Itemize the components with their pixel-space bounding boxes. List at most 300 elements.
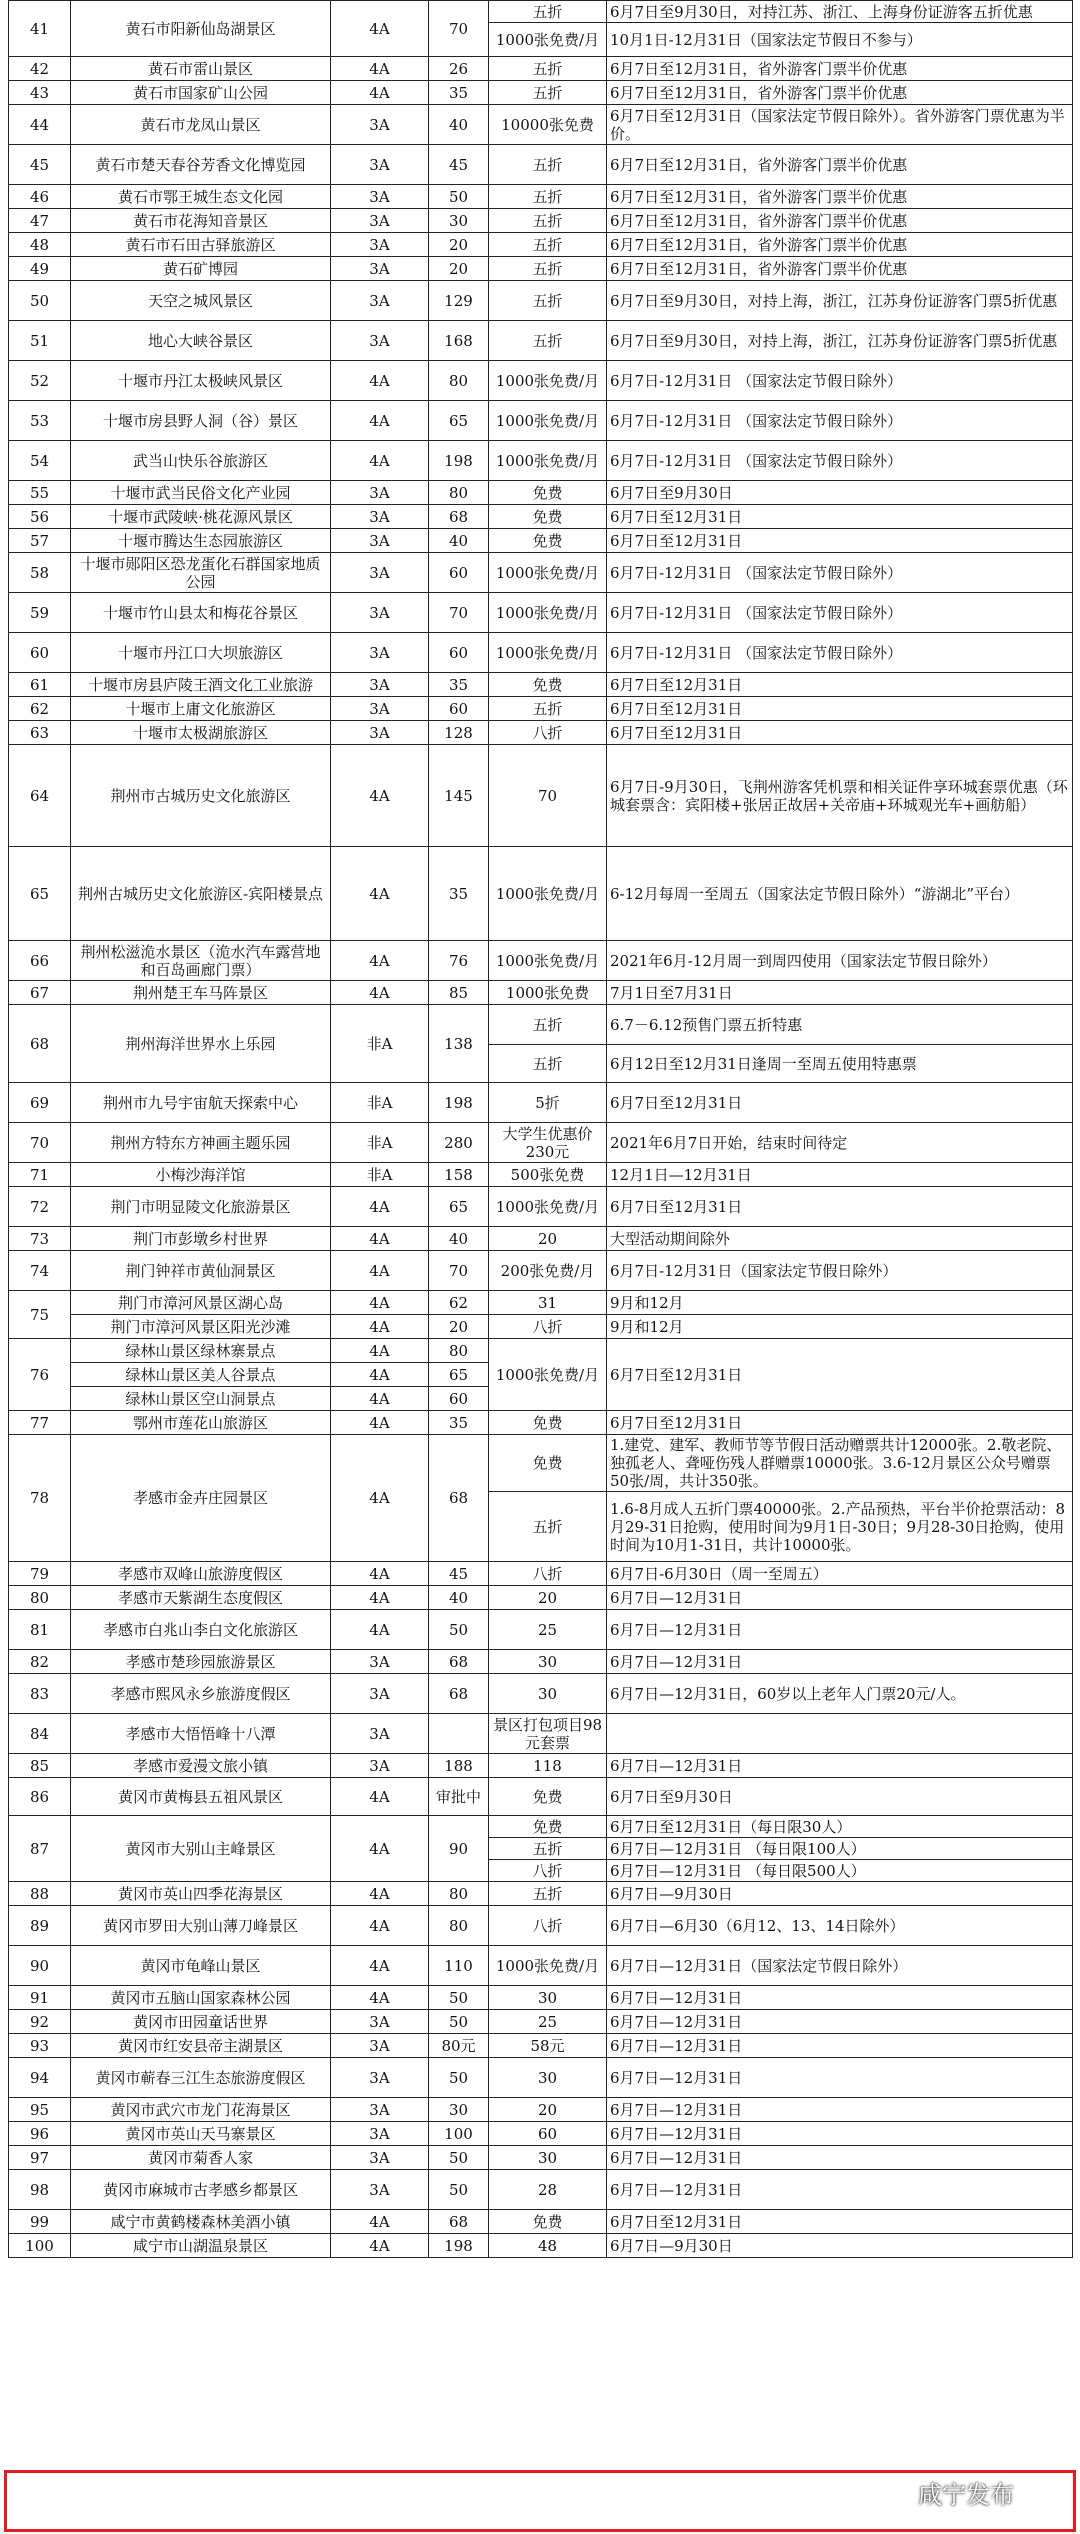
- ticket-price: 65: [429, 1187, 489, 1227]
- scenic-level: 3A: [331, 1674, 429, 1714]
- discount-period: 6月7日至12月31日，省外游客门票半价优惠: [607, 257, 1073, 281]
- scenic-name: 绿林山景区美人谷景点: [71, 1363, 331, 1387]
- discount-period: 6月7日至9月30日: [607, 481, 1073, 505]
- table-row: [9, 2010, 1073, 2034]
- discount-period: 6月7日至9月30日，对持上海，浙江，江苏身份证游客门票5折优惠: [607, 321, 1073, 361]
- scenic-level: 4A: [331, 441, 429, 481]
- ticket-price: 85: [429, 981, 489, 1005]
- wechat-bubble-icon: [880, 2477, 910, 2507]
- discount-period: 12月1日—12月31日: [607, 1163, 1073, 1187]
- table-row: [9, 401, 1073, 441]
- row-number: 58: [9, 553, 71, 593]
- discount-period: 6月7日—12月31日: [607, 2034, 1073, 2058]
- ticket-price: 68: [429, 1674, 489, 1714]
- discount: 免费: [489, 505, 607, 529]
- table-row: [9, 697, 1073, 721]
- row-number: 74: [9, 1251, 71, 1291]
- table-row: [9, 2210, 1073, 2234]
- scenic-name: 黄冈市田园童话世界: [71, 2010, 331, 2034]
- discount-period: 6月7日至12月31日，省外游客门票半价优惠: [607, 209, 1073, 233]
- discount: 八折: [489, 1562, 607, 1586]
- ticket-price: 68: [429, 1435, 489, 1562]
- scenic-level: 4A: [331, 941, 429, 981]
- table-row: [9, 745, 1073, 847]
- row-number: 48: [9, 233, 71, 257]
- ticket-price: 80元: [429, 2034, 489, 2058]
- scenic-level: 4A: [331, 1586, 429, 1610]
- row-number: 51: [9, 321, 71, 361]
- discount: 五折: [489, 57, 607, 81]
- row-number: 69: [9, 1083, 71, 1123]
- ticket-price: 20: [429, 257, 489, 281]
- table-row: [9, 1411, 1073, 1435]
- scenic-name: 孝感市熙风永乡旅游度假区: [71, 1674, 331, 1714]
- ticket-price: 30: [429, 209, 489, 233]
- row-number: 53: [9, 401, 71, 441]
- table-row: [9, 1163, 1073, 1187]
- discount: 48: [489, 2234, 607, 2258]
- scenic-name: 十堰市郧阳区恐龙蛋化石群国家地质公园: [71, 553, 331, 593]
- discount-period: 6月7日-6月30日（周一至周五）: [607, 1562, 1073, 1586]
- discount: 20: [489, 1586, 607, 1610]
- row-number: 100: [9, 2234, 71, 2258]
- scenic-name: 鄂州市莲花山旅游区: [71, 1411, 331, 1435]
- row-number: 50: [9, 281, 71, 321]
- ticket-price: 50: [429, 2170, 489, 2210]
- table-row: [9, 321, 1073, 361]
- scenic-level: 4A: [331, 1435, 429, 1562]
- row-number: 81: [9, 1610, 71, 1650]
- row-number: 71: [9, 1163, 71, 1187]
- table-row: [9, 57, 1073, 81]
- table-row: [9, 721, 1073, 745]
- scenic-level: 4A: [331, 1562, 429, 1586]
- ticket-price: 50: [429, 1610, 489, 1650]
- table-row: [9, 1906, 1073, 1946]
- discount: 免费: [489, 1778, 607, 1816]
- discount: 1000张免费/月: [489, 553, 607, 593]
- ticket-price: 68: [429, 2210, 489, 2234]
- ticket-price: 35: [429, 847, 489, 941]
- discount: 五折: [489, 1838, 607, 1860]
- discount-period: 7月1日至7月31日: [607, 981, 1073, 1005]
- scenic-name: 黄冈市英山天马寨景区: [71, 2122, 331, 2146]
- scenic-name: 孝感市楚珍园旅游景区: [71, 1650, 331, 1674]
- discount-period: 6月7日至12月31日，省外游客门票半价优惠: [607, 57, 1073, 81]
- discount-period: 1.建党、建军、教师节等节假日活动赠票共计12000张。2.敬老院、独孤老人、聋哑伤残人群赠票10000张。3.6-12月景区公众号赠票50张/周，共计350张。: [607, 1435, 1073, 1492]
- discount: 70: [489, 745, 607, 847]
- discount: 八折: [489, 1906, 607, 1946]
- scenic-level: 4A: [331, 1187, 429, 1227]
- discount: 1000张免费: [489, 981, 607, 1005]
- row-number: 45: [9, 145, 71, 185]
- discount: 五折: [489, 1005, 607, 1045]
- scenic-level: 3A: [331, 185, 429, 209]
- discount-period: 6月7日至12月31日: [607, 1411, 1073, 1435]
- scenic-name: 荆门市漳河风景区湖心岛: [71, 1291, 331, 1315]
- scenic-level: 3A: [331, 281, 429, 321]
- table-row: [9, 1, 1073, 23]
- discount: 1000张免费/月: [489, 847, 607, 941]
- scenic-level: 4A: [331, 1251, 429, 1291]
- scenic-name: 孝感市白兆山李白文化旅游区: [71, 1610, 331, 1650]
- row-number: 91: [9, 1986, 71, 2010]
- row-number: 64: [9, 745, 71, 847]
- discount-period: 6月7日-12月31日 （国家法定节假日除外）: [607, 361, 1073, 401]
- discount: 30: [489, 1986, 607, 2010]
- table-row: [9, 941, 1073, 981]
- scenic-name: 咸宁市黄鹤楼森林美酒小镇: [71, 2210, 331, 2234]
- table-row: [9, 2234, 1073, 2258]
- scenic-level: 3A: [331, 257, 429, 281]
- ticket-price: 20: [429, 233, 489, 257]
- table-row: [9, 1291, 1073, 1315]
- row-number: 94: [9, 2058, 71, 2098]
- scenic-level: 3A: [331, 721, 429, 745]
- scenic-name: 黄冈市大别山主峰景区: [71, 1816, 331, 1882]
- ticket-price: 145: [429, 745, 489, 847]
- scenic-name: 十堰市武当民俗文化产业园: [71, 481, 331, 505]
- discount: 五折: [489, 145, 607, 185]
- discount: 免费: [489, 1816, 607, 1838]
- discount: 20: [489, 1227, 607, 1251]
- scenic-name: 黄冈市英山四季花海景区: [71, 1882, 331, 1906]
- table-row: [9, 2170, 1073, 2210]
- scenic-name: 小梅沙海洋馆: [71, 1163, 331, 1187]
- table-row: [9, 673, 1073, 697]
- discount: 五折: [489, 1492, 607, 1562]
- scenic-level: 3A: [331, 481, 429, 505]
- discount-period: 6月7日—6月30（6月12、13、14日除外）: [607, 1906, 1073, 1946]
- table-row: [9, 1650, 1073, 1674]
- scenic-name: 孝感市爱漫文旅小镇: [71, 1754, 331, 1778]
- watermark: [880, 2472, 1014, 2512]
- discount-period: 6月7日至12月31日，省外游客门票半价优惠: [607, 145, 1073, 185]
- row-number: 76: [9, 1339, 71, 1411]
- scenic-name: 十堰市腾达生态园旅游区: [71, 529, 331, 553]
- discount: 八折: [489, 721, 607, 745]
- discount-period: 6月7日—12月31日: [607, 2170, 1073, 2210]
- scenic-level: 4A: [331, 1387, 429, 1411]
- discount-period: 6月7日—12月31日: [607, 1650, 1073, 1674]
- scenic-level: 4A: [331, 1906, 429, 1946]
- scenic-name: 黄冈市黄梅县五祖风景区: [71, 1778, 331, 1816]
- scenic-name: 黄冈市武穴市龙门花海景区: [71, 2098, 331, 2122]
- discount-period: 6月7日至12月31日: [607, 697, 1073, 721]
- discount-period: 6月7日至12月31日（国家法定节假日除外）。省外游客门票优惠为半价。: [607, 105, 1073, 145]
- discount: 免费: [489, 1435, 607, 1492]
- ticket-price: 62: [429, 1291, 489, 1315]
- ticket-price: 129: [429, 281, 489, 321]
- discount-period: 6月12日至12月31日逢周一至周五使用特惠票: [607, 1045, 1073, 1083]
- scenic-name: 黄冈市龟峰山景区: [71, 1946, 331, 1986]
- discount: 八折: [489, 1860, 607, 1882]
- scenic-name: 荆州松滋洈水景区（洈水汽车露营地和百岛画廊门票）: [71, 941, 331, 981]
- table-row: [9, 981, 1073, 1005]
- scenic-level: 3A: [331, 553, 429, 593]
- scenic-level: 4A: [331, 1315, 429, 1339]
- scenic-level: 4A: [331, 1411, 429, 1435]
- ticket-price: 158: [429, 1163, 489, 1187]
- row-number: 47: [9, 209, 71, 233]
- scenic-level: 3A: [331, 2034, 429, 2058]
- discount: 25: [489, 2010, 607, 2034]
- ticket-price: 90: [429, 1816, 489, 1882]
- scenic-name: 黄冈市五脑山国家森林公园: [71, 1986, 331, 2010]
- discount: 1000张免费/月: [489, 1187, 607, 1227]
- table-row: [9, 1339, 1073, 1363]
- scenic-name: 黄冈市罗田大别山薄刀峰景区: [71, 1906, 331, 1946]
- ticket-price: 76: [429, 941, 489, 981]
- row-number: 79: [9, 1562, 71, 1586]
- discount-period: 6月7日-12月31日 （国家法定节假日除外）: [607, 401, 1073, 441]
- scenic-level: 3A: [331, 2146, 429, 2170]
- scenic-level: 4A: [331, 1339, 429, 1363]
- ticket-price: 80: [429, 361, 489, 401]
- table-row: [9, 1714, 1073, 1754]
- table-row: [9, 1986, 1073, 2010]
- row-number: 60: [9, 633, 71, 673]
- discount-period: 6月7日—12月31日（国家法定节假日除外）: [607, 1946, 1073, 1986]
- discount: 31: [489, 1291, 607, 1315]
- scenic-level: 3A: [331, 2098, 429, 2122]
- discount: 1000张免费/月: [489, 633, 607, 673]
- discount: 1000张免费/月: [489, 441, 607, 481]
- discount: 30: [489, 2058, 607, 2098]
- row-number: 87: [9, 1816, 71, 1882]
- scenic-level: 3A: [331, 2010, 429, 2034]
- scenic-level: 3A: [331, 105, 429, 145]
- discount: 五折: [489, 1, 607, 23]
- row-number: 65: [9, 847, 71, 941]
- ticket-price: 60: [429, 633, 489, 673]
- scenic-name: 绿林山景区空山洞景点: [71, 1387, 331, 1411]
- ticket-price: 50: [429, 2146, 489, 2170]
- scenic-level: 4A: [331, 57, 429, 81]
- scenic-level: 4A: [331, 1816, 429, 1882]
- discount-period: 6月7日至12月31日，省外游客门票半价优惠: [607, 81, 1073, 105]
- scenic-name: 孝感市金卉庄园景区: [71, 1435, 331, 1562]
- discount: 500张免费: [489, 1163, 607, 1187]
- row-number: 54: [9, 441, 71, 481]
- discount-period: 6月7日至12月31日: [607, 1187, 1073, 1227]
- discount-period: 6月7日-12月31日 （国家法定节假日除外）: [607, 441, 1073, 481]
- scenic-level: 4A: [331, 2234, 429, 2258]
- table-row: [9, 81, 1073, 105]
- scenic-name: 黄石市雷山景区: [71, 57, 331, 81]
- scenic-level: 非A: [331, 1123, 429, 1163]
- ticket-price: 198: [429, 441, 489, 481]
- scenic-level: 4A: [331, 1986, 429, 2010]
- scenic-name: 荆门市彭墩乡村世界: [71, 1227, 331, 1251]
- ticket-price: 60: [429, 1387, 489, 1411]
- row-number: 44: [9, 105, 71, 145]
- table-row: [9, 185, 1073, 209]
- row-number: 62: [9, 697, 71, 721]
- ticket-price: 60: [429, 553, 489, 593]
- scenic-level: 4A: [331, 2210, 429, 2234]
- discount-period: 9月和12月: [607, 1291, 1073, 1315]
- scenic-level: 3A: [331, 2058, 429, 2098]
- discount: 5折: [489, 1083, 607, 1123]
- ticket-price: 188: [429, 1754, 489, 1778]
- table-row: [9, 1882, 1073, 1906]
- discount: 免费: [489, 673, 607, 697]
- row-number: 59: [9, 593, 71, 633]
- discount-period: 6月7日至12月31日: [607, 1339, 1073, 1411]
- ticket-price: 110: [429, 1946, 489, 1986]
- scenic-name: 荆州古城历史文化旅游区-宾阳楼景点: [71, 847, 331, 941]
- row-number: 93: [9, 2034, 71, 2058]
- row-number: 86: [9, 1778, 71, 1816]
- scenic-name: 天空之城风景区: [71, 281, 331, 321]
- row-number: 97: [9, 2146, 71, 2170]
- row-number: 42: [9, 57, 71, 81]
- ticket-price: 70: [429, 1251, 489, 1291]
- table-row: [9, 1674, 1073, 1714]
- ticket-price: [429, 1714, 489, 1754]
- row-number: 73: [9, 1227, 71, 1251]
- discount: 30: [489, 2146, 607, 2170]
- discount: 景区打包项目98元套票: [489, 1714, 607, 1754]
- row-number: 77: [9, 1411, 71, 1435]
- discount: 五折: [489, 281, 607, 321]
- scenic-name: 荆州市古城历史文化旅游区: [71, 745, 331, 847]
- discount-period: 6月7日至12月31日: [607, 673, 1073, 697]
- row-number: 66: [9, 941, 71, 981]
- discount-period: 6月7日—12月31日: [607, 2010, 1073, 2034]
- scenic-name: 绿林山景区绿林寨景点: [71, 1339, 331, 1363]
- scenic-level: 非A: [331, 1005, 429, 1083]
- ticket-price: 35: [429, 1411, 489, 1435]
- table-row: [9, 1778, 1073, 1816]
- discount: 五折: [489, 233, 607, 257]
- table-row: [9, 593, 1073, 633]
- discount: 五折: [489, 257, 607, 281]
- row-number: 92: [9, 2010, 71, 2034]
- scenic-level: 3A: [331, 505, 429, 529]
- discount-period: 6月7日-12月31日（国家法定节假日除外）: [607, 1251, 1073, 1291]
- scenic-level: 4A: [331, 1610, 429, 1650]
- scenic-level: 4A: [331, 1291, 429, 1315]
- table-row: [9, 1251, 1073, 1291]
- row-number: 89: [9, 1906, 71, 1946]
- row-number: 61: [9, 673, 71, 697]
- ticket-price: 280: [429, 1123, 489, 1163]
- discount: 五折: [489, 209, 607, 233]
- table-row: [9, 2058, 1073, 2098]
- scenic-name: 十堰市太极湖旅游区: [71, 721, 331, 745]
- scenic-level: 非A: [331, 1083, 429, 1123]
- scenic-level: 3A: [331, 697, 429, 721]
- table-row: [9, 1816, 1073, 1838]
- discount: 1000张免费/月: [489, 941, 607, 981]
- table-row: [9, 257, 1073, 281]
- discount: 五折: [489, 81, 607, 105]
- scenic-level: 4A: [331, 1363, 429, 1387]
- discount-period: 2021年6月7日开始，结束时间待定: [607, 1123, 1073, 1163]
- scenic-name: 孝感市大悟悟峰十八潭: [71, 1714, 331, 1754]
- table-row: [9, 2122, 1073, 2146]
- scenic-level: 4A: [331, 847, 429, 941]
- discount-period: 大型活动期间除外: [607, 1227, 1073, 1251]
- scenic-name: 咸宁市山湖温泉景区: [71, 2234, 331, 2258]
- scenic-name: 十堰市丹江口大坝旅游区: [71, 633, 331, 673]
- row-number: 72: [9, 1187, 71, 1227]
- discount-period: 6月7日—12月31日 （每日限500人）: [607, 1860, 1073, 1882]
- scenic-name: 黄石市花海知音景区: [71, 209, 331, 233]
- ticket-price: 100: [429, 2122, 489, 2146]
- discount: 30: [489, 1674, 607, 1714]
- table-row: [9, 529, 1073, 553]
- scenic-name: 黄冈市红安县帝主湖景区: [71, 2034, 331, 2058]
- discount: 大学生优惠价230元: [489, 1123, 607, 1163]
- discount: 1000张免费/月: [489, 1339, 607, 1411]
- discount: 免费: [489, 2210, 607, 2234]
- discount-period: 6月7日—12月31日: [607, 1586, 1073, 1610]
- discount-period: 6月7日至12月31日: [607, 2210, 1073, 2234]
- table-row: [9, 145, 1073, 185]
- ticket-price: 68: [429, 1650, 489, 1674]
- table-row: [9, 2146, 1073, 2170]
- discount: 60: [489, 2122, 607, 2146]
- discount: 免费: [489, 529, 607, 553]
- table-row: [9, 1435, 1073, 1492]
- ticket-price: 80: [429, 1339, 489, 1363]
- ticket-price: 65: [429, 401, 489, 441]
- ticket-price: 30: [429, 2098, 489, 2122]
- scenic-name: 荆州海洋世界水上乐园: [71, 1005, 331, 1083]
- discount-period: 6月7日—12月31日: [607, 2146, 1073, 2170]
- discount-period: 6月7日—12月31日: [607, 2058, 1073, 2098]
- row-number: 55: [9, 481, 71, 505]
- discount-period: 6月7日至12月31日，省外游客门票半价优惠: [607, 185, 1073, 209]
- table-body: [9, 1, 1073, 2258]
- scenic-name: 黄石市国家矿山公园: [71, 81, 331, 105]
- row-number: 49: [9, 257, 71, 281]
- ticket-price: 70: [429, 593, 489, 633]
- discount-period: 6月7日-12月31日 （国家法定节假日除外）: [607, 593, 1073, 633]
- table-row: [9, 481, 1073, 505]
- scenic-level: 3A: [331, 1714, 429, 1754]
- table-row: [9, 361, 1073, 401]
- discount-period: 6月7日—12月31日: [607, 1610, 1073, 1650]
- table-row: [9, 1315, 1073, 1339]
- row-number: 43: [9, 81, 71, 105]
- discount-period: 6月7日—9月30日: [607, 1882, 1073, 1906]
- discount-period: 6.7－6.12预售门票五折特惠: [607, 1005, 1073, 1045]
- table-row: [9, 2034, 1073, 2058]
- table-row: [9, 1562, 1073, 1586]
- discount: 1000张免费/月: [489, 593, 607, 633]
- discount: 30: [489, 1650, 607, 1674]
- ticket-price: 40: [429, 1586, 489, 1610]
- ticket-price: 168: [429, 321, 489, 361]
- table-row: [9, 1227, 1073, 1251]
- discount-period: 6月7日—12月31日: [607, 1986, 1073, 2010]
- ticket-price: 70: [429, 1, 489, 57]
- discount: 10000张免费: [489, 105, 607, 145]
- discount-period: 6月7日-9月30日，飞荆州游客凭机票和相关证件享环城套票优惠（环城套票含：宾阳楼+张居正故居+关帝庙+环城观光车+画舫船）: [607, 745, 1073, 847]
- row-number: 63: [9, 721, 71, 745]
- table-row: [9, 1754, 1073, 1778]
- scenic-level: 3A: [331, 1650, 429, 1674]
- discount: 五折: [489, 321, 607, 361]
- discount-period: 10月1日-12月31日（国家法定节假日不参与）: [607, 23, 1073, 57]
- ticket-price: 40: [429, 105, 489, 145]
- scenic-name: 武当山快乐谷旅游区: [71, 441, 331, 481]
- ticket-price: 128: [429, 721, 489, 745]
